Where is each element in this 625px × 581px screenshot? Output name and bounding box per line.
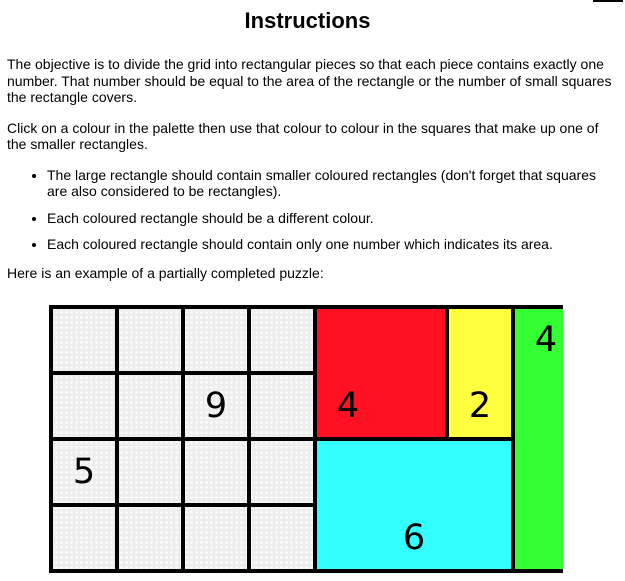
grid-line-vertical xyxy=(49,305,53,375)
grid-line-horizontal xyxy=(313,569,383,573)
page-title: Instructions xyxy=(244,8,371,33)
grid-line-horizontal xyxy=(511,569,563,573)
grid-line-vertical xyxy=(247,305,251,375)
puzzle-grid xyxy=(49,305,563,573)
grid-line-vertical xyxy=(247,503,251,573)
grid-line-vertical xyxy=(247,437,251,507)
grid-line-horizontal xyxy=(379,569,449,573)
example-puzzle xyxy=(49,305,563,581)
grid-line-vertical xyxy=(115,503,119,573)
grid-line-vertical xyxy=(313,437,317,507)
grid-line-vertical xyxy=(115,371,119,441)
grid-line-vertical xyxy=(313,503,317,573)
grid-line-horizontal xyxy=(445,305,515,309)
grid-line-horizontal xyxy=(247,305,317,309)
grid-line-horizontal xyxy=(181,503,251,507)
grid-line-vertical xyxy=(181,503,185,573)
grid-line-horizontal xyxy=(181,437,251,441)
grid-line-vertical xyxy=(313,305,317,375)
cell-number: 9 xyxy=(204,386,228,426)
grid-line-vertical xyxy=(511,371,515,441)
cell-number: 4 xyxy=(534,320,558,360)
grid-line-horizontal xyxy=(445,569,515,573)
grid-line-horizontal xyxy=(49,305,119,309)
example-caption: Here is an example of a partially completed puzzle: xyxy=(7,264,324,281)
grid-line-horizontal xyxy=(379,437,449,441)
grid-line-horizontal xyxy=(247,437,317,441)
grid-line-horizontal xyxy=(115,371,185,375)
cell-number: 6 xyxy=(402,518,426,558)
grid-line-vertical xyxy=(247,371,251,441)
grid-line-vertical xyxy=(49,371,53,441)
palette-paragraph: Click on a colour in the palette then use that colour to colour in the squares that make up one of the smaller rectangles. xyxy=(7,119,599,152)
grid-line-horizontal xyxy=(445,437,515,441)
grid-line-horizontal xyxy=(49,569,119,573)
grid-line-horizontal xyxy=(181,305,251,309)
grid-line-horizontal xyxy=(115,569,185,573)
grid-line-vertical xyxy=(181,437,185,507)
rule-item: • The large rectangle should contain smaller coloured rectangles (don't forget that squares are also considered to be rectangles). xyxy=(47,167,617,200)
grid-line-horizontal xyxy=(247,371,317,375)
grid-line-horizontal xyxy=(49,503,119,507)
grid-line-vertical xyxy=(49,503,53,573)
cell-number: 2 xyxy=(468,386,492,426)
grid-line-horizontal xyxy=(379,305,449,309)
grid-line-horizontal xyxy=(181,569,251,573)
instructions-content xyxy=(7,56,617,295)
rule-item: • Each coloured rectangle should be a different colour. xyxy=(47,210,617,227)
grid-line-horizontal xyxy=(115,305,185,309)
grid-line-horizontal xyxy=(115,503,185,507)
grid-line-horizontal xyxy=(247,569,317,573)
grid-line-horizontal xyxy=(115,437,185,441)
rules-list xyxy=(7,167,617,253)
grid-line-horizontal xyxy=(49,371,119,375)
grid-line-horizontal xyxy=(313,437,383,441)
grid-line-vertical xyxy=(181,305,185,375)
cell-number: 5 xyxy=(72,452,96,492)
grid-line-vertical xyxy=(445,305,449,375)
grid-line-vertical xyxy=(511,437,515,507)
rule-item: • Each coloured rectangle should contain only one number which indicates its area. xyxy=(47,236,617,253)
grid-line-vertical xyxy=(115,305,119,375)
top-edge-line xyxy=(593,0,623,2)
grid-line-vertical xyxy=(511,503,515,573)
objective-paragraph: The objective is to divide the grid into rectangular pieces so that each piece contains exactly one number. That number should be equal to the area of the rectangle or the number of small squares the rectangle covers. xyxy=(7,56,612,105)
grid-line-horizontal xyxy=(313,305,383,309)
grid-line-horizontal xyxy=(247,503,317,507)
grid-line-vertical xyxy=(115,437,119,507)
cell-number: 4 xyxy=(336,386,360,426)
